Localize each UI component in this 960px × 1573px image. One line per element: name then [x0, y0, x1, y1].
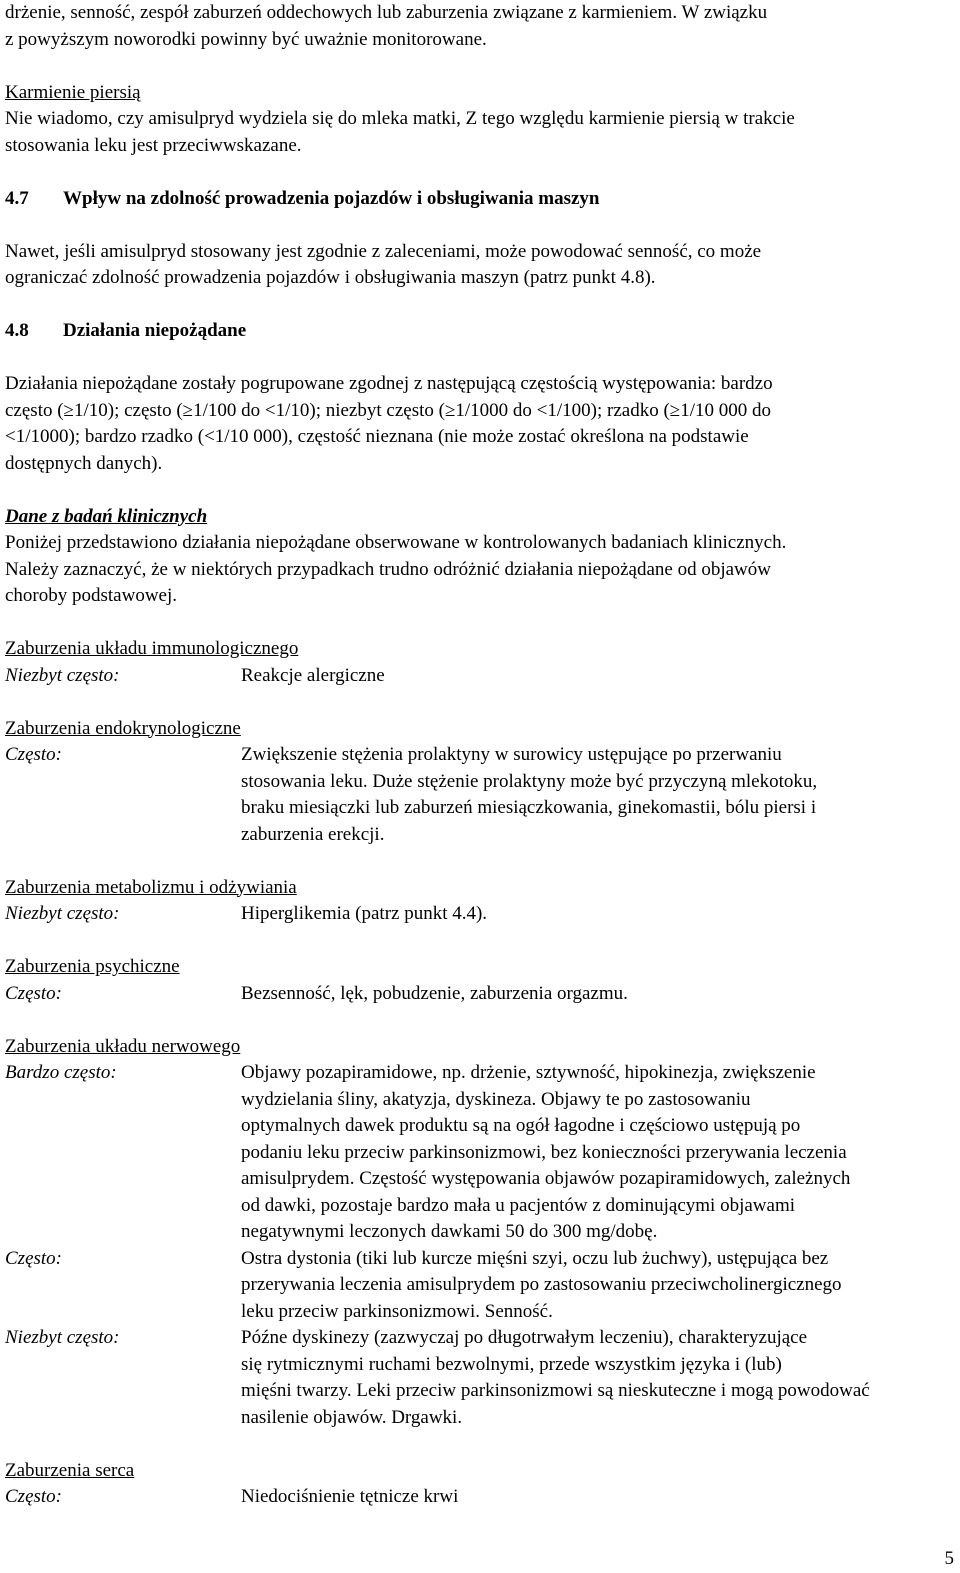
frequency-label: Często: — [5, 744, 62, 765]
entry-line: negatywnymi leczonych dawkami 50 do 300 mg/dobę. — [241, 1221, 658, 1242]
section-4-8-heading — [5, 318, 955, 345]
section-4-8-line: dostępnych danych). — [5, 452, 163, 474]
entry-line: od dawki, pozostaje bardzo mała u pacjentów z dominującymi objawami — [241, 1194, 795, 1216]
document-page — [5, 0, 955, 1511]
frequency-label: Bardzo często: — [5, 1062, 117, 1083]
adverse-group-psychiatric — [5, 954, 955, 1007]
entry-line: Niedociśnienie tętnicze krwi — [241, 1486, 459, 1507]
group-title: Zaburzenia psychiczne — [5, 956, 180, 977]
entry-text — [241, 1246, 955, 1326]
group-title: Zaburzenia układu nerwowego — [5, 1035, 241, 1057]
adverse-entry — [5, 981, 955, 1008]
entry-text — [241, 663, 955, 690]
entry-line: Zwiększenie stężenia prolaktyny w surowicy ustępujące po przerwaniu — [241, 744, 782, 765]
entry-line: się rytmicznymi ruchami bezwolnymi, przede wszystkim języka i (lub) — [241, 1353, 782, 1375]
entry-line: zaburzenia erekcji. — [241, 823, 385, 845]
entry-line: optymalnych dawek produktu są na ogół łagodne i częściowo ustępują po — [241, 1115, 801, 1136]
frequency-label: Często: — [5, 1247, 62, 1269]
group-title: Zaburzenia metabolizmu i odżywiania — [5, 876, 297, 898]
clinical-data-line: choroby podstawowej. — [5, 585, 178, 606]
frequency-label: Niezbyt często: — [5, 903, 120, 924]
adverse-group-metabolism — [5, 875, 955, 928]
entry-text — [241, 1060, 955, 1246]
intro-line: z powyższym noworodki powinny być uważnie monitorowane. — [5, 28, 487, 50]
entry-line: nasilenie objawów. Drgawki. — [241, 1406, 463, 1428]
adverse-group-cardiac — [5, 1458, 955, 1511]
entry-line: mięśni twarzy. Leki przeciw parkinsonizmowi są nieskuteczne i mogą powodować — [241, 1380, 870, 1401]
section-4-8-line: <1/1000); bardzo rzadko (<1/10 000), częstość nieznana (nie może zostać określona na podstawie — [5, 426, 749, 447]
section-4-8-line: Działania niepożądane zostały pogrupowane zgodnej z następującą częstością występowania: bardzo — [5, 373, 773, 394]
adverse-entry — [5, 1484, 955, 1511]
entry-line: leku przeciw parkinsonizmowi. Senność. — [241, 1300, 553, 1322]
adverse-entry — [5, 663, 955, 690]
section-4-7 — [5, 186, 955, 292]
section-4-8 — [5, 318, 955, 477]
entry-line: Objawy pozapiramidowe, np. drżenie, sztywność, hipokinezja, zwiększenie — [241, 1062, 816, 1083]
breastfeeding-line: Nie wiadomo, czy amisulpryd wydziela się do mleka matki, Z tego względu karmienie piersią w trakcie — [5, 108, 795, 129]
section-title: Działania niepożądane — [63, 320, 247, 341]
entry-line: wydzielania śliny, akatyzja, dyskineza. Objawy te po zastosowaniu — [241, 1088, 751, 1110]
entry-line: przerywania leczenia amisulprydem po zastosowaniu przeciwcholinergicznego — [241, 1274, 842, 1295]
clinical-data-section — [5, 504, 955, 610]
adverse-entry — [5, 1060, 955, 1246]
entry-line: amisulprydem. Częstość występowania objawów pozapiramidowych, zależnych — [241, 1168, 851, 1189]
section-number: 4.7 — [5, 187, 29, 209]
entry-text — [241, 981, 955, 1008]
entry-line: stosowania leku. Duże stężenie prolaktyny może być przyczyną mlekotoku, — [241, 770, 818, 792]
page-number: 5 — [944, 1548, 954, 1569]
adverse-entry — [5, 1246, 955, 1326]
entry-line: Bezsenność, lęk, pobudzenie, zaburzenia orgazmu. — [241, 982, 628, 1004]
entry-line: podaniu leku przeciw parkinsonizmowi, bez konieczności przerywania leczenia — [241, 1141, 847, 1163]
frequency-label: Często: — [5, 982, 62, 1004]
clinical-data-title: Dane z badań klinicznych — [5, 505, 208, 527]
section-title: Wpływ na zdolność prowadzenia pojazdów i obsługiwania maszyn — [63, 187, 600, 209]
breastfeeding-section — [5, 80, 955, 160]
frequency-label: Niezbyt często: — [5, 1327, 120, 1348]
intro-line: drżenie, senność, zespół zaburzeń oddechowych lub zaburzenia związane z karmieniem. W związku — [5, 2, 768, 23]
entry-line: braku miesiączki lub zaburzeń miesiączkowania, ginekomastii, bólu piersi i — [241, 797, 817, 818]
section-number: 4.8 — [5, 320, 29, 341]
entry-text — [241, 1325, 955, 1431]
adverse-entry — [5, 901, 955, 928]
adverse-entry — [5, 742, 955, 848]
entry-text — [241, 1484, 955, 1511]
section-4-8-line: często (≥1/10); często (≥1/100 do <1/10); niezbyt często (≥1/1000 do <1/100); rzadko (≥1/10 000 do — [5, 399, 771, 421]
entry-text — [241, 901, 955, 928]
group-title: Zaburzenia układu immunologicznego — [5, 638, 299, 659]
clinical-data-line: Należy zaznaczyć, że w niektórych przypadkach trudno odróżnić działania niepożądane od objawów — [5, 558, 771, 580]
adverse-entry — [5, 1325, 955, 1431]
adverse-group-nervous — [5, 1034, 955, 1432]
section-4-7-line: Nawet, jeśli amisulpryd stosowany jest zgodnie z zaleceniami, może powodować senność, co może — [5, 240, 762, 262]
entry-line: Ostra dystonia (tiki lub kurcze mięśni szyi, oczu lub żuchwy), ustępująca bez — [241, 1247, 829, 1269]
breastfeeding-title: Karmienie piersią — [5, 81, 141, 103]
adverse-group-endocrine — [5, 716, 955, 849]
frequency-label: Niezbyt często: — [5, 664, 120, 686]
adverse-group-immune — [5, 636, 955, 689]
clinical-data-line: Poniżej przedstawiono działania niepożądane obserwowane w kontrolowanych badaniach klinicznych. — [5, 532, 787, 553]
group-title: Zaburzenia serca — [5, 1459, 135, 1481]
breastfeeding-line: stosowania leku jest przeciwwskazane. — [5, 134, 302, 156]
entry-text — [241, 742, 955, 848]
intro-paragraph — [5, 0, 955, 53]
section-4-7-heading — [5, 186, 955, 213]
entry-line: Późne dyskinezy (zazwyczaj po długotrwałym leczeniu), charakteryzujące — [241, 1327, 808, 1348]
entry-line: Hiperglikemia (patrz punkt 4.4). — [241, 903, 488, 924]
frequency-label: Często: — [5, 1486, 62, 1507]
entry-line: Reakcje alergiczne — [241, 664, 385, 686]
section-4-7-line: ograniczać zdolność prowadzenia pojazdów i obsługiwania maszyn (patrz punkt 4.8). — [5, 267, 656, 288]
group-title: Zaburzenia endokrynologiczne — [5, 717, 241, 739]
